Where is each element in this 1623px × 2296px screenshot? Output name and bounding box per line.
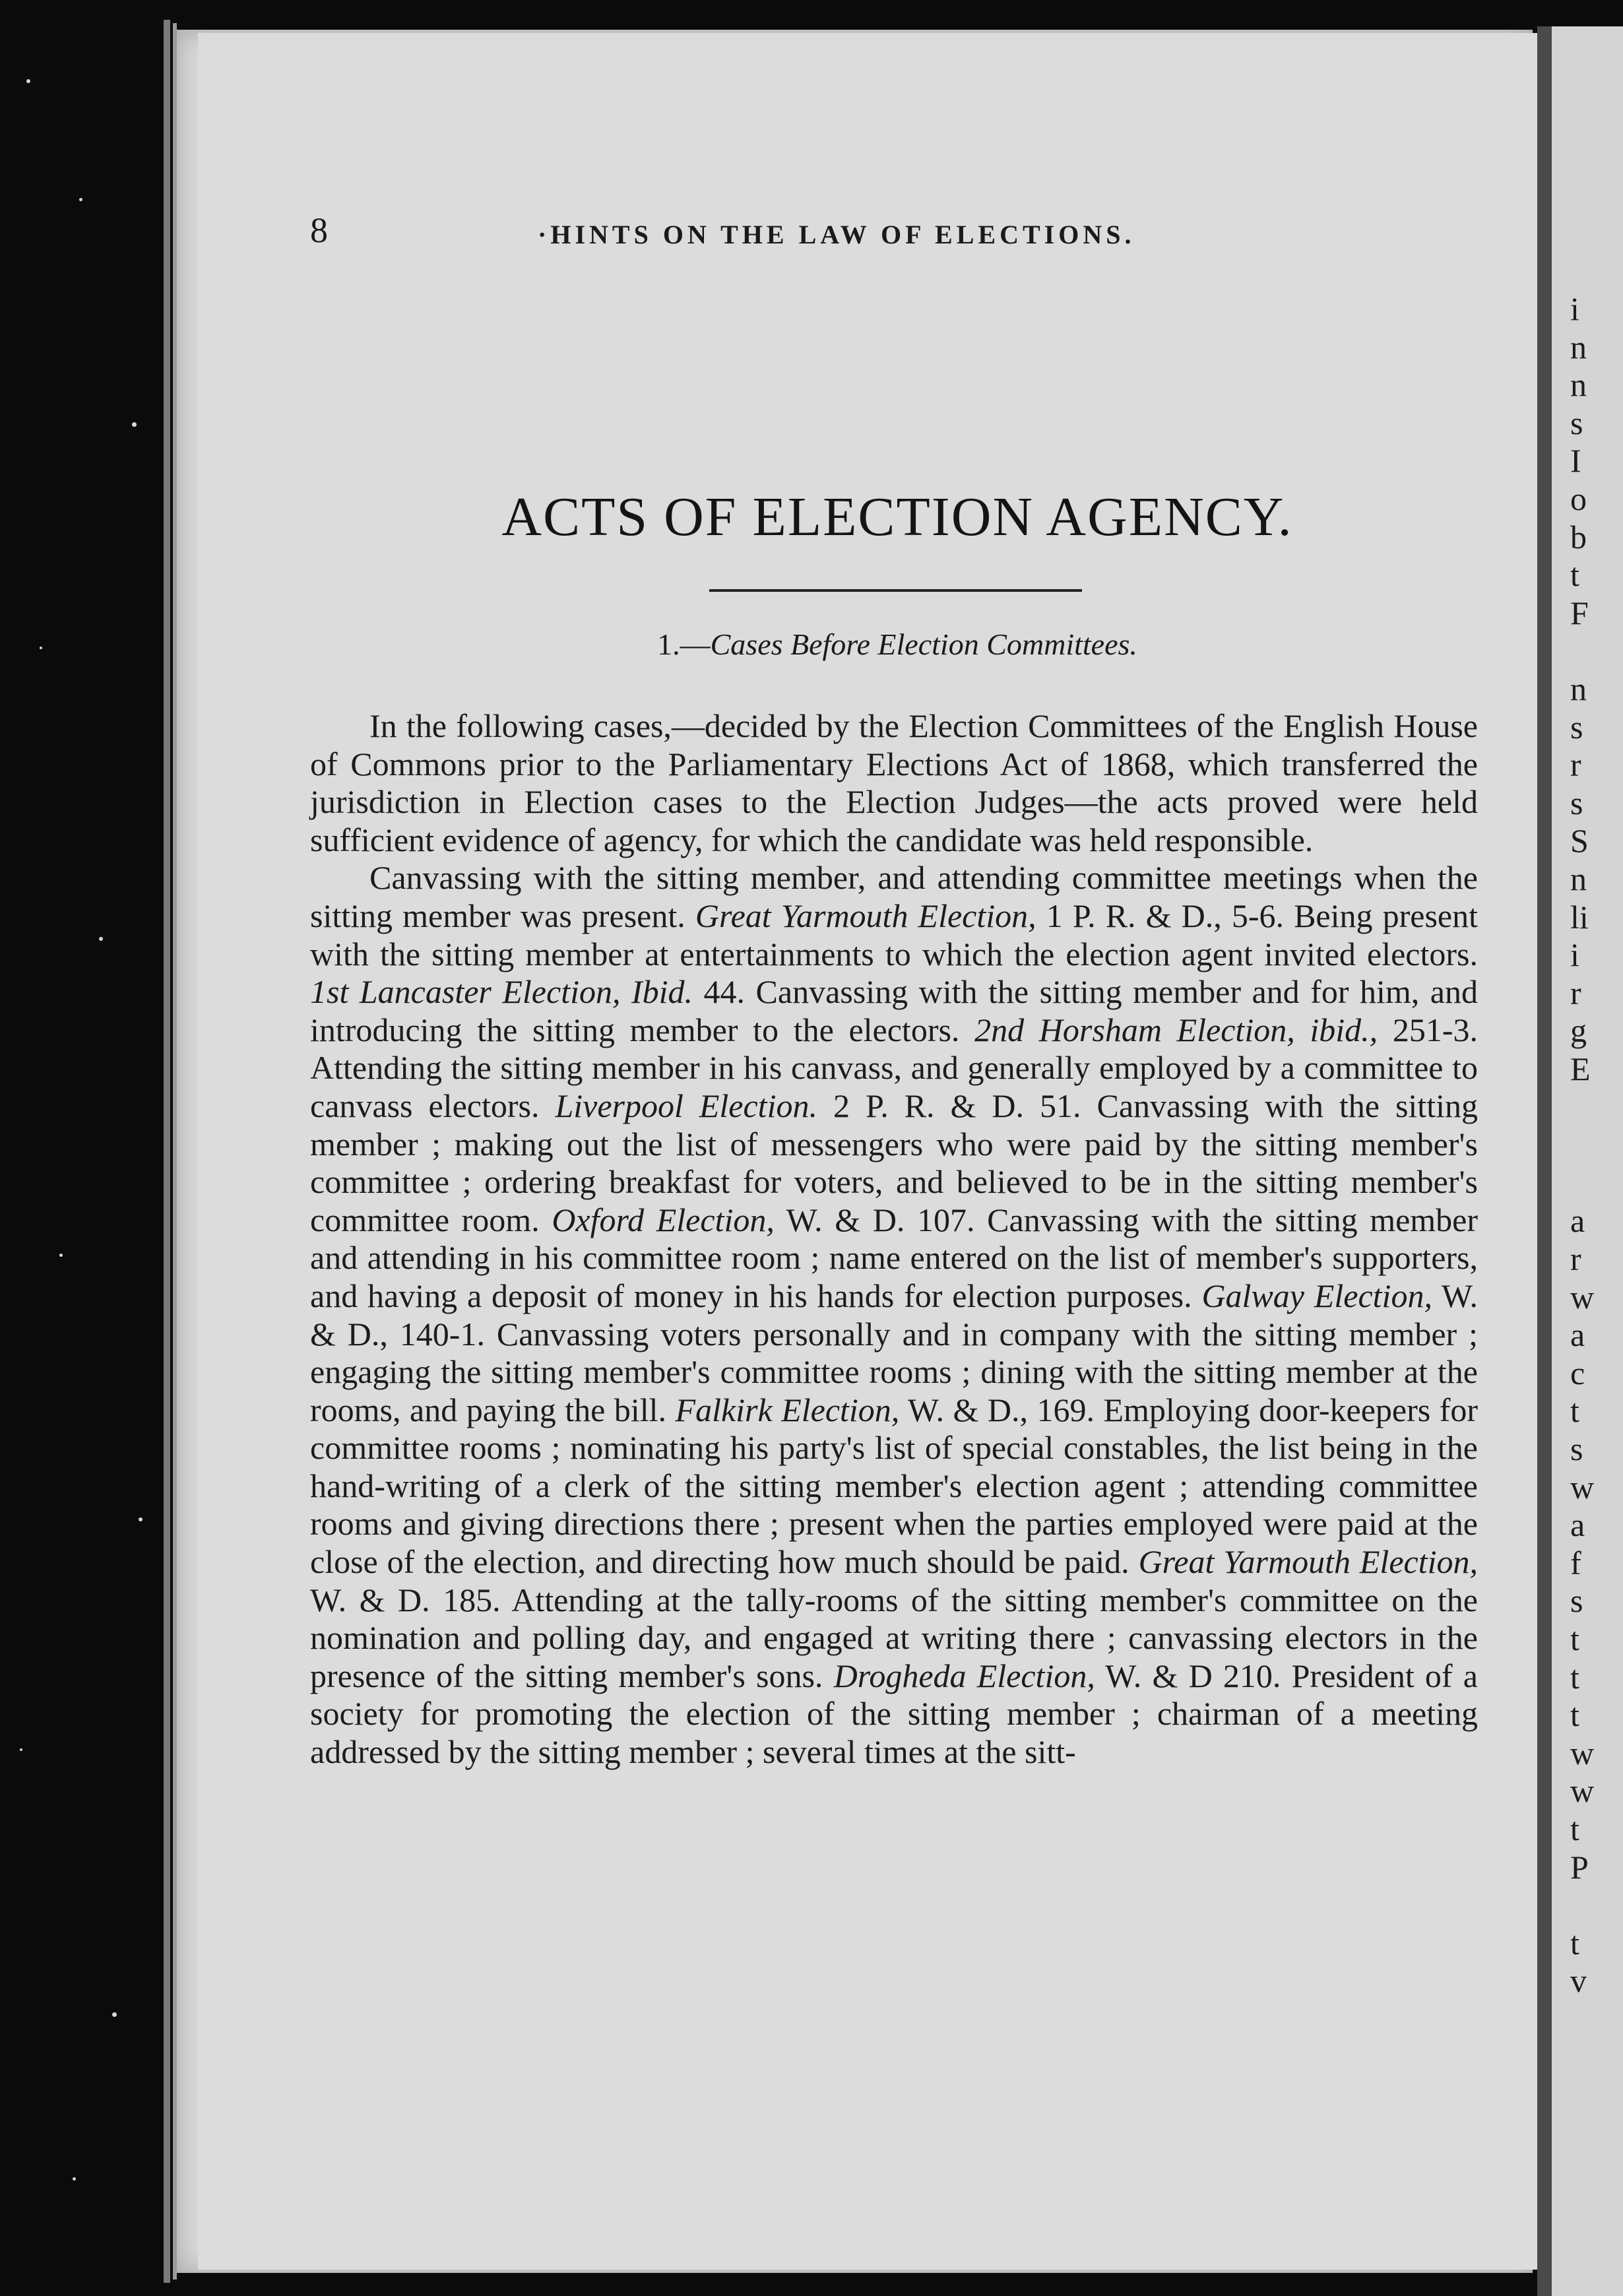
facing-page-fragment: s [1570,1430,1583,1467]
paragraph-text: 44. Canvassing with the sitting member and for him, and introducing the sitting member to the electors. [310,973,1478,1048]
paragraph-text: In the following cases,—decided by the Election Committees of the English House of Commons prior to the Parliamentary Elections Act of 1868, which transferred the jurisdiction in Election cases to the Election Judges—the acts proved were held sufficient evidence of agency, for which the candidate was held responsible. [310,707,1478,858]
facing-page-fragment: w [1570,1734,1595,1771]
paragraph-text: W. & D. 107. Canvassing with the sitting member and attending in his committee room ; name entered on the list of member's supporters, and having a deposit of money in his hands for election purposes. [310,1201,1479,1314]
case-citation: Great Yarmouth Election, [695,897,1036,934]
case-citation: Oxford Election, [552,1201,775,1238]
case-citation: 2nd Horsham Election, ibid., [974,1011,1378,1048]
facing-page-fragment: w [1570,1468,1595,1506]
paragraph-text: 1 P. R. & D., 5-6. Being present with the sitting member at entertainments to which the election agent invited electors. [310,897,1478,973]
title-rule [709,589,1082,592]
facing-page-fragment: t [1570,1620,1579,1657]
running-title: ·HINTS ON THE LAW OF ELECTIONS. [538,220,1135,249]
facing-page-fragment: r [1570,974,1581,1011]
facing-page-fragment: r [1570,1240,1581,1277]
case-citation: Drogheda Election, [833,1657,1095,1694]
facing-page-fragment: g [1570,1012,1587,1050]
facing-page-fragment: n [1570,328,1587,366]
paragraph-text: 251-3. Attending the sitting member in his canvass, and generally employed by a committee to canvass electors. [310,1011,1478,1124]
facing-page-fragment: s [1570,1582,1583,1620]
facing-page-fragment: w [1570,1278,1595,1316]
facing-page-fragment: t [1570,1696,1579,1734]
facing-page-fragment: a [1570,1202,1585,1240]
facing-page-fragment: t [1570,1924,1579,1961]
case-citation: Liverpool Election. [555,1087,817,1124]
facing-page-fragment: a [1570,1316,1585,1354]
section-number: 1.— [657,627,711,661]
facing-page-fragment: s [1570,784,1583,821]
facing-page-fragment: t [1570,556,1579,594]
facing-page-fragment: c [1570,1354,1585,1391]
facing-page-fragment: li [1570,898,1589,936]
paragraph [310,859,1478,1771]
case-citation: Falkirk Election, [675,1391,900,1428]
facing-page-fragment: w [1570,1772,1595,1810]
facing-page-fragment: t [1570,1392,1579,1430]
facing-page-fragment: r [1570,746,1581,784]
facing-page-fragment: n [1570,860,1587,897]
facing-page-fragment: I [1570,442,1581,480]
page-edge [164,20,170,2283]
paragraph-text: 2 P. R. & D. 51. Canvassing with the sitting member ; making out the list of messengers who were paid by the sitting member's committee ; ordering breakfast for voters, and believed to be in the sitting member's committee room. [310,1087,1478,1238]
case-citation: Galway Election, [1201,1277,1432,1314]
facing-page-fragment: n [1570,670,1587,707]
running-head [310,210,1484,256]
section-heading [310,627,1484,662]
case-citation: 1st Lancaster Election, Ibid. [310,973,693,1011]
paragraph-text: Canvassing with the sitting member, and attending committee meetings when the sitting member was present. [310,859,1478,934]
facing-page-fragment: o [1570,480,1587,517]
facing-page-fragment: S [1570,822,1589,860]
facing-page-fragment: a [1570,1506,1585,1544]
facing-page-fragment: f [1570,1544,1581,1581]
facing-page-fragment: s [1570,708,1583,746]
facing-page-fragment: b [1570,518,1587,556]
facing-page-fragment: P [1570,1848,1589,1886]
facing-page-fragment: t [1570,1810,1579,1847]
case-citation: Great Yarmouth Election, [1138,1543,1478,1581]
facing-page-fragment: E [1570,1050,1591,1087]
facing-page-fragment: t [1570,1658,1579,1696]
paragraph-text: W. & D 210. President of a society for promoting the election of the sitting member ; chairman of a meeting addressed by the sitting member ; several times at the sitt- [310,1657,1478,1771]
paragraph [310,707,1478,859]
facing-page-fragment: F [1570,594,1589,631]
facing-page-fragment: v [1570,1962,1587,2000]
facing-page [1552,26,1623,2296]
facing-page-fragment: i [1570,936,1579,974]
page-number: 8 [310,210,328,250]
body-text [310,707,1478,1771]
section-title: Cases Before Election Committees. [710,627,1137,661]
facing-page-fragment: i [1570,290,1579,327]
facing-page-fragment: s [1570,404,1583,441]
chapter-title: ACTS OF ELECTION AGENCY. [501,486,1293,548]
paragraph-text: W. & D., 140-1. Canvassing voters personally and in company with the sitting member ; engaging the sitting member's committee rooms ; dining with the sitting member at the rooms, and paying the bill. [310,1277,1478,1428]
book-gutter [1537,26,1552,2296]
facing-page-fragment: n [1570,366,1587,404]
paragraph-text: W. & D., 169. Employing door-keepers for committee rooms ; nominating his party's list of special constables, the list being in the hand-writing of a clerk of the sitting member's election agent ; attending committee rooms and giving directions there ; present when the parties employed were paid at the close of the election, and directing how much should be paid. [310,1391,1478,1581]
paragraph-text: W. & D. 185. Attending at the tally-rooms of the sitting member's committee on the nomination and polling day, and engaged at writing there ; canvassing electors in the presence of the sitting member's sons. [310,1581,1478,1694]
